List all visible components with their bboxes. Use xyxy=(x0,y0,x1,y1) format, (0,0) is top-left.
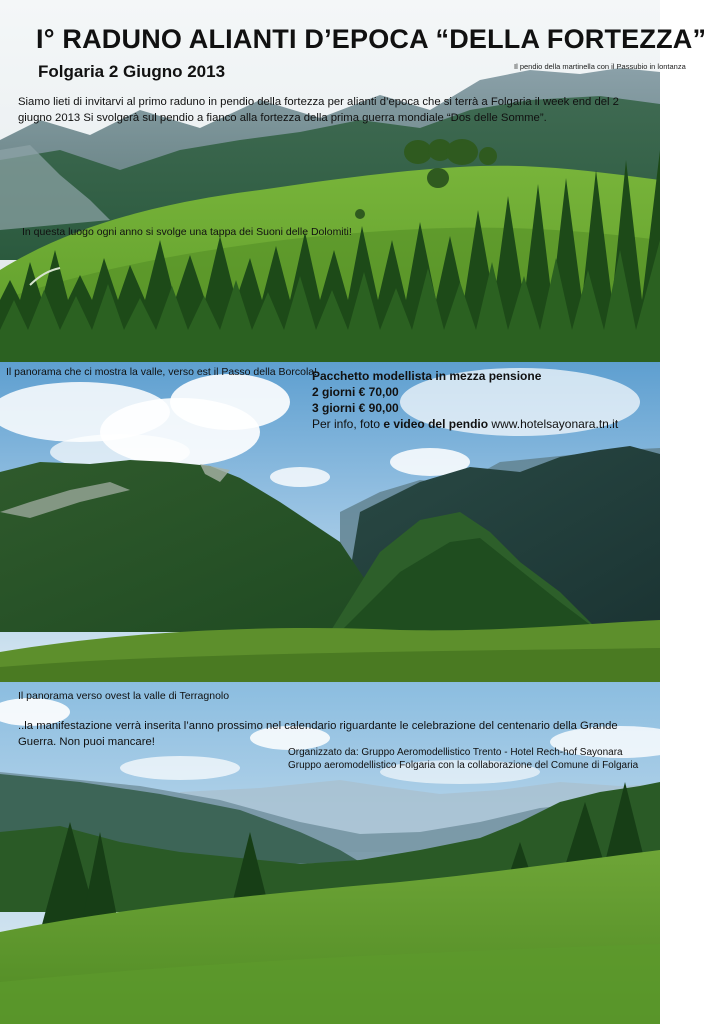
intro-paragraph: Siamo lieti di invitarvi al primo raduno in pendio della fortezza per alianti d’epoca che si terrà a Folgaria il week end del 2 giugno 2013 Si svolgerà sul pendio a fianco alla fortezza della prima guerra mondiale “Dos delle Somme”. xyxy=(18,96,619,124)
package-offer xyxy=(312,368,618,432)
photo1-note: In questa luogo ogni anno si svolge una tappa dei Suoni delle Dolomiti! xyxy=(22,226,352,238)
hotel-website-link[interactable]: www.hotelsayonara.tn.it xyxy=(491,417,619,431)
photo3-caption: Il panorama verso ovest la valle di Terragnolo xyxy=(18,690,230,702)
photo-panel-valley-west xyxy=(0,682,660,1024)
page-title: I° RADUNO ALIANTI D’EPOCA “DELLA FORTEZZA” xyxy=(36,24,706,54)
event-date-subtitle: Folgaria 2 Giugno 2013 xyxy=(38,62,226,81)
info-video-text: e video del pendio xyxy=(383,417,489,431)
photo2-caption: Il panorama che ci mostra la valle, verso est il Passo della Borcola! xyxy=(6,366,318,378)
package-option-3-days: 3 giorni € 90,00 xyxy=(312,401,399,415)
closing-paragraph: ..la manifestazione verrà inserita l’anno prossimo nel calendario riguardante le celebrazione del centenario della Grande Guerra. Non puoi mancare! xyxy=(18,720,618,748)
package-heading: Pacchetto modellista in mezza pensione xyxy=(312,369,542,383)
info-prefix: Per info, foto xyxy=(312,417,381,431)
organizers xyxy=(288,746,638,772)
photo-panel-meadow xyxy=(0,0,706,362)
organizer-line-2: Gruppo aeromodellistico Folgaria con la collaborazione del Comune di Folgaria xyxy=(288,760,639,771)
photo1-caption: Il pendio della martinella con il Passubio in lontanza xyxy=(514,62,686,71)
photo-panel-valley-east xyxy=(0,362,660,682)
package-option-2-days: 2 giorni € 70,00 xyxy=(312,385,399,399)
package-info-line xyxy=(312,416,618,432)
organizer-line-1: Organizzato da: Gruppo Aeromodellistico Trento - Hotel Rech-hof Sayonara xyxy=(288,747,623,758)
